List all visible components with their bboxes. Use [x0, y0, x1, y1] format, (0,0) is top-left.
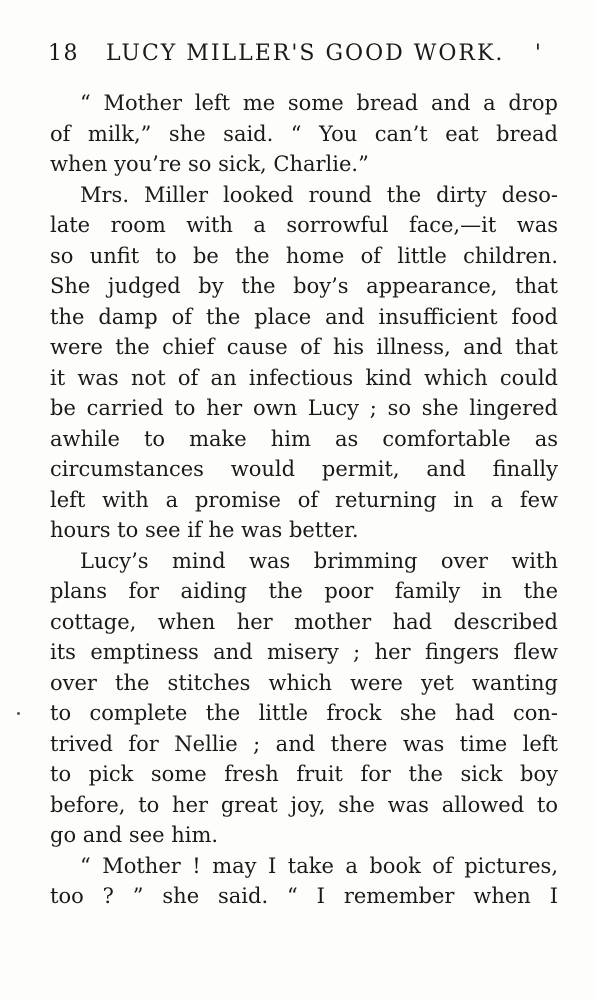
text-line: “ Mother left me some bread and a drop [80, 91, 558, 115]
page-number: 18 [48, 41, 79, 66]
text-line: over the stitches which were yet wanting [50, 670, 558, 695]
text-line: Mrs. Miller looked round the dirty deso- [80, 182, 558, 207]
text-line: so unfit to be the home of little children. [50, 243, 558, 268]
text-line: left with a promise of returning in a few [50, 487, 558, 512]
text-line: were the chief cause of his illness, and that [50, 335, 558, 359]
text-line: Lucy’s mind was brimming over with [80, 548, 558, 573]
text-line: of milk,” she said. “ You can’t eat bread [50, 121, 558, 146]
text-line: its emptiness and misery ; her fingers flew [50, 640, 558, 664]
text-line: late room with a sorrowful face,—it was [50, 213, 558, 237]
text-line: hours to see if he was better. [50, 518, 359, 542]
text-line: circumstances would permit, and finally [50, 457, 558, 481]
text-line: before, to her great joy, she was allowed to [50, 792, 558, 817]
text-line: when you’re so sick, Charlie.” [50, 152, 369, 176]
text-line: “ Mother ! may I take a book of pictures, [80, 853, 558, 878]
text-line: the damp of the place and insufficient food [50, 304, 558, 329]
text-line: awhile to make him as comfortable as [50, 426, 558, 451]
text-line: it was not of an infectious kind which could [50, 365, 558, 390]
running-head [48, 36, 558, 72]
text-line: plans for aiding the poor family in the [50, 579, 558, 603]
text-line: She judged by the boy’s appearance, that [50, 274, 558, 298]
print-speck [17, 712, 20, 715]
running-title: LUCY MILLER'S GOOD WORK. [106, 41, 505, 66]
body-text [50, 88, 558, 912]
text-line: to complete the little frock she had con- [50, 701, 558, 725]
text-line: go and see him. [50, 823, 219, 847]
text-line: cottage, when her mother had described [50, 609, 558, 634]
text-line: too ? ” she said. “ I remember when I [50, 884, 558, 908]
text-line: to pick some fresh fruit for the sick boy [50, 762, 558, 786]
text-line: trived for Nellie ; and there was time left [50, 731, 558, 756]
text-line: be carried to her own Lucy ; so she lingered [50, 396, 558, 420]
running-head-mark: ' [534, 41, 543, 66]
